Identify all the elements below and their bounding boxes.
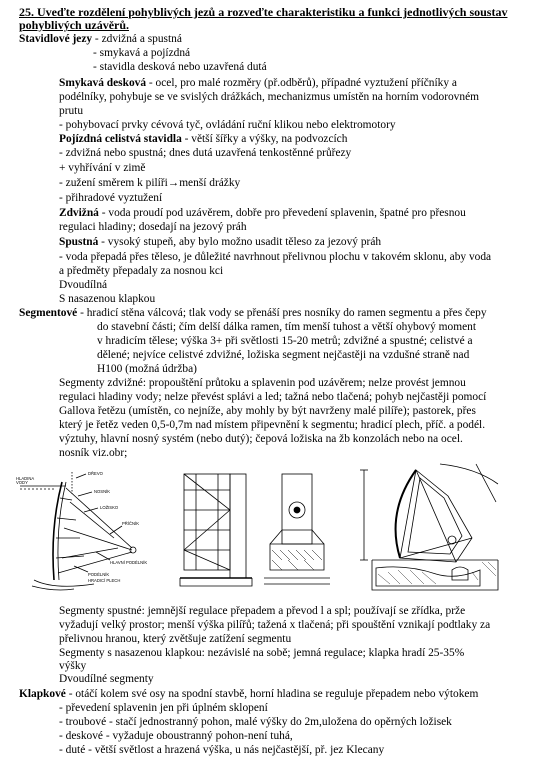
zdvizne-line-6: nosník viz.obr; [59,447,128,459]
zdvizne-line-1: Segmenty zdvižné: propouštění průtoku a splavenin pod uzávěrem; nelze provést jemnou [59,377,466,389]
smykava-rest: - ocel, pro malé rozměry (př.odběrů), případné vyztužení příčníky a [146,77,457,89]
nasazena-klapka-line-1: Segmenty s nasazenou klapkou: nezávislé na sobě; jemná regulace; klapka hradí 25-35% [59,647,465,659]
spustna-line-2: - voda přepadá přes těleso, je důležité navrhnout přelivnou plochu v takovém sklonu, aby voda [59,251,492,263]
stavidlove-line-2: - stavidla desková nebo uzavřená dutá [93,61,267,73]
pier-section-diagram [178,470,256,590]
segmentove-head: Segmentové [19,307,78,319]
segmentove-line-4: dělené; nejvíce celistvé zdvižné, ložiska segment nejčastěji na vzdušné straně nad [97,349,470,361]
zdvizna-line-2: regulaci hladiny; dosedají na jezový práh [59,221,247,233]
klapka-line: S nasazenou klapkou [59,293,156,305]
spustna-head: Spustná [59,236,99,248]
dvoudilne-segmenty-line: Dvoudílné segmenty [59,673,154,685]
stavidlove-head-rest: - zdvižná a spustná [92,33,182,45]
label-lozisko: LOŽISKO [100,505,119,510]
zdvizne-line-4: který je řetěz veden 0,5-0,7m nad místem připevnění k segmentu; hradicí plech, příč. a podél. [59,419,486,431]
pojizdna-line-4: - zužení směrem k pilíři→menší drážky [59,177,241,189]
zdvizna-rest: - voda proudí pod uzávěrem, dobře pro převedení splavenin, špatné pro přesnou [98,207,466,219]
klapkove-head-rest: - otáčí kolem své osy na spodní stavbě, horní hladina se reguluje přepadem nebo výtokem [65,688,479,700]
bearing-detail-diagram [262,470,332,592]
question-title-line-1: 25. Uveďte rozdělení pohyblivých jezů a rozveďte charakteristiku a funkci jednotlivých soustav [19,5,508,19]
segmentove-line-2: do stavební části; čím delší dálka ramen, tím menší tuhost a větší ohybový moment [97,321,476,333]
pojizdna-line [59,132,347,146]
segmentove-heading [19,306,487,320]
label-pricnik: PŘÍČNÍK [122,521,139,526]
zdvizna-line [59,206,466,220]
zdvizne-line-5: výztuhy, hlavní nosný systém (nebo dutý); čepová ložiska na žb konzolách nebo na ocel. [59,433,463,445]
klapkove-line-3: - deskové - vyžaduje oboustranný pohon-není tuhá, [59,730,293,742]
smykava-line-3: prutu [59,105,84,117]
label-drevo: DŘEVO [88,471,103,476]
pojizdna-rest: - větší šířky a výšky, na podvozcích [181,133,348,145]
segment-gate-diagram [14,468,174,593]
stavidlove-head: Stavidlové jezy [19,33,93,45]
stavidlove-line-1: - smykavá a pojízdná [93,47,191,59]
smykava-line [59,76,457,90]
label-podelnik: PODÉLNÍK [88,572,110,577]
question-title-line-2: pohyblivých uzávěrů. [19,18,130,32]
spustne-line-2: vyžadují velký prostor; menší výška pilířů; tažená x tlačená; při spouštění vznikají podtlaky za [59,619,491,631]
label-vody: VODY [16,480,28,485]
pojizdna-line-5: - přihradové vyztužení [59,192,163,204]
zdvizne-line-3: Gallova řetězu (umístěn, co nejníže, aby mohly by být navrženy malé pilíře); pastorek, přes [59,405,476,417]
segmentove-head-rest: - hradicí stěna válcová; tlak vody se přenáší pres nosníky do ramen segmentu a přes čepy [77,307,487,319]
label-hradici-plech: HRADICÍ PLECH [88,578,121,583]
klapkove-line-2: - troubové - stačí jednostranný pohon, malé výšky do 2m,uložena do opěrných ložisek [59,716,452,728]
klapkove-line-4: - duté - větší světlost a hrazená výška, u nás nejčastější, př. jez Klecany [59,744,385,756]
spustna-rest: - vysoký stupeň, aby bylo možno usadit těleso za jezový práh [98,236,382,248]
klapkove-line-1: - převedení splavenin jen při úplném sklopení [59,702,268,714]
smykava-head: Smykavá desková [59,77,147,89]
stavidlove-heading [19,32,182,46]
spustna-line-3: a předměty přepadaly za nosnou kci [59,265,224,277]
segmentove-line-3: v hradicím tělese; výška 3+ při světlosti 15-20 metrů; zdvižné a spustné; celistvé a [97,335,473,347]
klapkove-head: Klapkové [19,688,66,700]
label-nosnik: NOSNÍK [94,489,111,494]
nasazena-klapka-line-2: výšky [59,660,87,672]
pojizdna-line-2: - zdvižná nebo spustná; dnes dutá uzavřená tenkostěnné průřezy [59,147,352,159]
label-hladina: HLADINA [16,476,35,481]
pojizdna-head: Pojízdná celistvá stavidla [59,133,182,145]
zdvizna-head: Zdvižná [59,207,99,219]
spustna-line [59,235,381,249]
smykava-line-2: podélníky, pohybuje se ve svislých drážkách, mechanizmus umístěn na horním vodorovném [59,91,479,103]
zdvizne-line-2: regulaci hladiny vody; nelze převést splávi a led; tažná nebo tlačená; pohyb nejčastěji pomocí [59,391,487,403]
segment-gate-section-diagram [356,462,506,594]
dvoudilna-line: Dvoudílná [59,279,108,291]
segmentove-line-5: H100 (možná údržba) [97,363,197,375]
klapkove-heading [19,687,478,701]
smykava-line-4: - pohybovací prvky cévová tyč, ovládání ruční klikou nebo elektromotory [59,119,396,131]
spustne-line-3: přelivnou hranou, který zvětšuje zatížení segmentu [59,633,292,645]
pojizdna-line-3: + vyhřívání v zimě [59,162,146,174]
spustne-line-1: Segmenty spustné: jemnější regulace přepadem a převod l a spl; používají se zřídka, prže [59,605,466,617]
label-hlavni-podelnik: HLAVNÍ PODÉLNÍK [110,560,148,565]
